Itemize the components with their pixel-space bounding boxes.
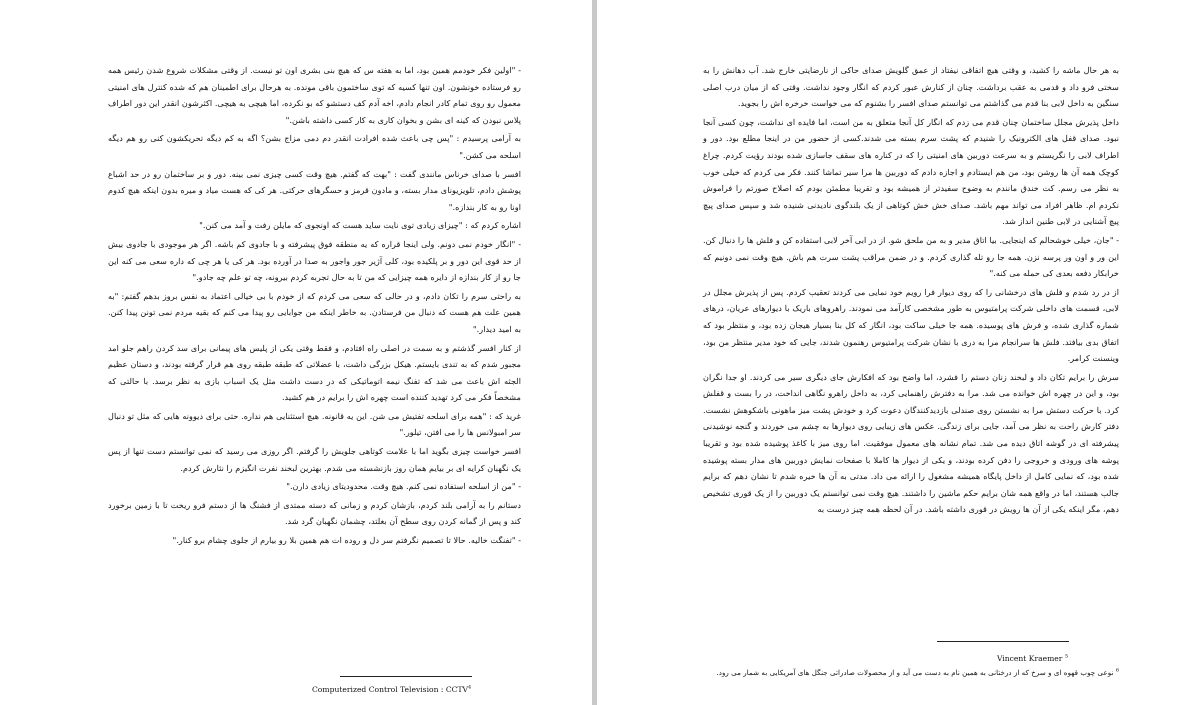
paragraph: به راحتی سرم را تکان دادم، و در حالی که سعی می کردم که از خودم با بی خیالی اعتماد به نفس بروز بدهم گفتم: "به همین علت هم هست که دنبال من فرستادن. به خاطر اینکه من جوابایی رو پیدا می کنم که بقیه مردم نمی تونن پیدا کنن. به امید دیدار."	[108, 290, 521, 334]
paragraph: - "من از اسلحه استفاده نمی کنم. هیچ وقت. محدودیتای زیادی دارن."	[286, 481, 521, 492]
footnote-5	[997, 652, 1068, 666]
footnote-text: Computerized Control Television : CCTV	[312, 685, 469, 694]
left-body-text	[108, 62, 521, 551]
paragraph: - "تفنگت خالیه. حالا تا تصمیم نگرفتم سر دل و روده ات هم همین بلا رو بیارم از جلوی چشام برو کنار."	[172, 535, 521, 546]
footnote-divider	[340, 676, 472, 677]
footnote-marker: 5	[1064, 653, 1069, 660]
footnote-text: نوعی چوب قهوه ای و سرخ که از درختانی به همین نام به دست می آید و از محصولات صادراتی جنگل های آمریکایی به شمار می رود.	[716, 668, 1114, 677]
paragraph: داخل پذیرش مجلل ساختمان چنان قدم می زدم که انگار کل آنجا متعلق به من است، اما فایده ای نداشت، چون کسی آنجا نبود. صدای قفل های الکترونیک را شنیدم که پشت سرم بسته می شدند.کسی از حضور من در اینجا مطلع بود. دور و اطراف لابی را نگریستم و به سرعت دوربین های امنیتی را که در کناره های سقف جاسازی شده بودند رؤیت کردم. چراغ کوچک همه آن ها روشن بود، من هم ایستادم و اجازه دادم که دوربین ها مرا سیر تماشا کنند. فکر می کردم که خیلی خوب به نظر می رسم. کت خندق مانندم به وضوح سفیدتر از همیشه بود و تقریبا مطمئن بودم که اصلاح صورتم را فراموش نکردم ام. ظاهر افراد می تواند مهم باشد. صدای خش خش کوتاهی از یک بلندگوی نادیدنی شنیده شد و سپس صدای پیچ پیچ آشنایی در لابی طنین انداز شد.	[703, 116, 1119, 227]
paragraph: از کنار افسر گذشتم و به سمت در اصلی راه افتادم، و فقط وقتی یکی از پلیس های پیمانی برای سد کردن راهم جلو امد مجبور شدم که به تندی بایستم. هیکل بزرگی داشت، با عضلاتی که طبقه طبقه روی هم قرار گرفته بودند، و دستان عظیم الجثه اش باعث می شد که تفنگ نیمه اتوماتیکی که در دست داشت مثل یک اسباب بازی به نظر برسد. با حالتی که مشخصاً فکر می کرد تهدید کننده است چهره اش را برایم در هم کشید.	[108, 342, 521, 403]
footnote-6	[703, 666, 1119, 680]
paragraph: اشاره کردم که : "چیزای زیادی توی نایت ساید هست که اونجوی که مایلن رفت و آمد می کنن."	[199, 220, 521, 231]
paragraph: سرش را برایم تکان داد و لبخند زنان دستم را فشرد، اما واضح بود که افکارش جای دیگری سیر می کردند. او جدا نگران بود، و این در چهره اش خوانده می شد. مرا به دفترش راهنمایی کرد، به داخل راهرو نگاهی انداخت، در را بست و قفلش کرد. با حرکت دستش مرا به نشستن روی صندلی بازدیدکنندگان دعوت کرد و خودش پشت میز ماهونی باشکوهش نشست. دفتر کارش راحت به نظر می آمد، جایی برای زندگی. عکس های زیبایی روی دیوارها به چشم می خوردند و گنجه نوشیدنی پیشرفته ای در گوشه اتاق دیده می شد. تمام نشانه های معمول موفقیت. اما روی میز با کاغذ پوشیده شده بود و تقریبا پوشه های ورودی و خروجی را دفن کرده بودند، و یکی از دیوار ها کاملا با صفحات نمایش دوربین های مدار بسته پوشیده شده بود، که نمایی کامل از داخل پایگاه همیشه مشغول را ارائه می داد. مدتی به آن ها خیره شدم تا نشان دهم که برایم جالب هستند، اما در واقع همه شان برایم حکم ماشین را داشتند. هیچ وقت نمی توانستم یک دوربین را از یک قوری تشخیص دهم، مگر اینکه یکی از آن ها رویش در قوری داشته باشد. در آن لحظه همه چیز درست به	[703, 371, 1119, 515]
footnote-marker: 4	[468, 684, 472, 691]
paragraph: - "اولین فکر خودمم همین بود، اما به هفته س که هیچ بنی بشری اون تو نیست. از وقتی مشکلات شروع شدن رئیس همه رو فرستاده خونشون. اون تنها کسیه که توی ساختمون باقی مونده. به هرحال برای اطمینان هم که شده کنترل های امنیتی معمول رو روی تمام کادر انجام دادم، اخه آدم کف دستشو که بو نکرده، اما هیچی به هیچی. اکثرشون انقدر این دور اطراف پلاس نبودن که کینه ای بشن و بخوان کاری به کار کسی داشته باشن."	[108, 65, 521, 125]
footnote-divider	[937, 641, 1069, 642]
paragraph: غرید که : "همه برای اسلحه تفتیش می شن. این یه قانونه. هیچ استثنایی هم نداره. حتی برای دیوونه هایی که مثل تو دنبال سر امبولانس ها را می افتن، تیلور."	[108, 410, 521, 438]
paragraph: - "جان، خیلی خوشحالم که اینجایی. بیا اتاق مدیر و به من ملحق شو. از در ابی آخر لابی استفاده کن و فلش ها را دنبال کن. این ور و اون ور پرسه نزن. همه جا رو تله گذاری کردم. و در ضمن مراقب پشت سرت هم باش. هیچ وقت نمی دونیم که خرابکار دفعه بعدی کی حمله می کنه."	[703, 234, 1119, 279]
footnote-marker: 6	[1115, 667, 1119, 674]
footnote-4	[312, 683, 471, 697]
left-page	[0, 0, 592, 705]
right-body-text	[703, 62, 1119, 520]
paragraph: دستانم را به آرامی بلند کردم، بازشان کردم و زمانی که دسته ممتدی از فشنگ ها از دستم فرو ریخت تا با زمین برخورد کند و پس از گمانه کردن روی سطح آن بغلتد، چشمان نگهبان گرد شد.	[108, 499, 521, 527]
paragraph: افسر خواست چیزی بگوید اما با علامت کوتاهی جلویش را گرفتم. اگر روزی می رسید که نمی توانستم دست تنها از پس یک نگهبان کرایه ای بر بیایم همان روز بازنشسته می شدم. بهترین لبخند نفرت انگیزم را نثارش کردم.	[108, 446, 521, 473]
paragraph: - "انگار خودم نمی دونم. ولی اینجا قراره که یه منطقه فوق پیشرفته و با جادوی کم باشه. اگر هر موجودی با جادوی بیش از حد قوی این دور و بر پلکیده بود، کلی آژیر جور واجور به صدا در آورده بود. هر کی یا هر چی که داره سعی می کنه این جا رو از کار بندازه از دایره همه چیزایی که من تا به حال تجربه کردم بیرونه، چه تو علم چه جادو."	[108, 238, 521, 283]
right-page	[597, 0, 1189, 705]
footnote-text: Vincent Kraemer	[997, 654, 1063, 663]
paragraph: از در رد شدم و فلش های درخشانی را که روی دیوار فرا رویم خود نمایی می کردند تعقیب کردم. پس از پذیرش مجلل در لابی، قسمت های داخلی شرکت پرامتیوس به طور مشخصی کارآمد می نمودند. راهروهای باریک با دیوارهای عریان، درهای شماره گذاری شده، و فرش های پوسیده. همه جا خیلی ساکت بود، انگار که کل بنا بسیار هیجان زده بود، و منتظر بود که اتفاق بدی بیافتد. فلش ها سرانجام مرا به دری با نشان شرکت پرامتیوس رهنمون شدند، جایی که خود مدیر منتظر من بود، وینسنت کرامر.	[703, 286, 1119, 364]
paragraph: به آرامی پرسیدم : "پس چی باعث شده افرادت انقدر دم دمی مزاج بشن؟ اگه به کم دیگه تحریکشون کنی رو هم دیگه اسلحه می کشن."	[108, 133, 521, 160]
paragraph: به هر حال ماشه را کشید، و وقتی هیچ اتفاقی نیفتاد از عمق گلویش صدای حاکی از نارضایتی خارج شد. آب دهانش را به سختی فرو داد و قدمی به عقب برداشت. چنان از کنارش عبور کردم که انگار وجود نداشت. وقتی که از میان درب اصلی سنگین به داخل لابی بنا قدم می گذاشتم می توانستم صدای افسر را بشنوم که می خواست خرخره اش را بجوید.	[703, 65, 1119, 109]
paragraph: افسر با صدای خرناس مانندی گفت : "بهت که گفتم. هیچ وقت کسی چیزی نمی بینه. دور و بر ساختمان رو در حد اشباع پوشش دادم، تلویزیونای مدار بسته، و مادون قرمز و حسگرهای حرکتی. هر کی که هست میاد و میره بدون اینکه هیچ کدوم اونا رو به کار بندازه."	[108, 168, 521, 212]
